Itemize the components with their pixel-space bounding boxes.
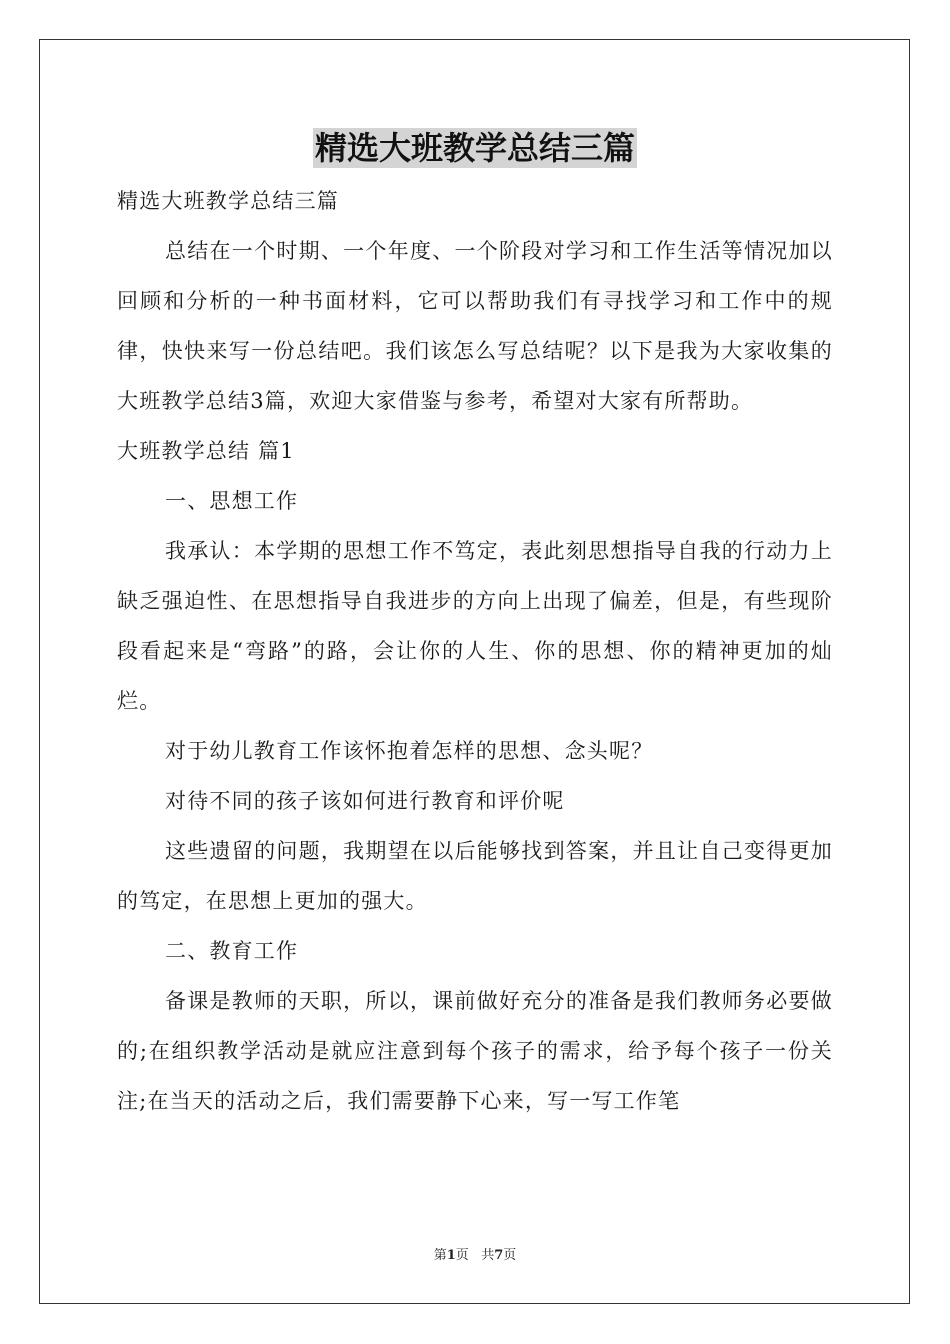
paragraph: 精选大班教学总结三篇 — [117, 189, 339, 213]
subsection-heading: 二、教育工作 — [165, 939, 299, 963]
page-footer — [0, 1247, 950, 1265]
paragraph: 对于幼儿教育工作该怀抱着怎样的思想、念头呢？ — [165, 739, 654, 763]
document-body — [117, 176, 833, 1126]
footer-page-current: 1 — [446, 1248, 456, 1263]
paragraph: 对待不同的孩子该如何进行教育和评价呢 — [165, 789, 565, 813]
footer-page-prefix: 第 — [433, 1248, 447, 1263]
paragraph: 备课是教师的天职，所以，课前做好充分的准备是我们教师务必要做的;在组织教学活动是就应注意到每个孩子的需求，给予每个孩子一份关注;在当天的活动之后，我们需要静下心来，写一写工作笔 — [117, 989, 833, 1113]
paragraph: 我承认：本学期的思想工作不笃定，表此刻思想指导自我的行动力上缺乏强迫性、在思想指导自我进步的方向上出现了偏差，但是，有些现阶段看起来是“弯路”的路，会让你的人生、你的思想、你的精神更加的灿烂。 — [117, 539, 833, 713]
paragraph: 总结在一个时期、一个年度、一个阶段对学习和工作生活等情况加以回顾和分析的一种书面材料，它可以帮助我们有寻找学习和工作中的规律，快快来写一份总结吧。我们该怎么写总结呢？以下是我为大家收集的大班教学总结3篇，欢迎大家借鉴与参考，希望对大家有所帮助。 — [117, 239, 833, 413]
section-heading: 大班教学总结 篇1 — [117, 439, 295, 463]
footer-page-suffix: 页 — [503, 1248, 517, 1263]
footer-page-mid: 页 共 — [455, 1248, 495, 1263]
paragraph: 这些遗留的问题，我期望在以后能够找到答案，并且让自己变得更加的笃定，在思想上更加的强大。 — [117, 839, 833, 913]
subsection-heading: 一、思想工作 — [165, 489, 299, 513]
title-container — [0, 128, 950, 168]
document-title: 精选大班教学总结三篇 — [314, 129, 635, 167]
footer-page-total: 7 — [494, 1248, 504, 1263]
